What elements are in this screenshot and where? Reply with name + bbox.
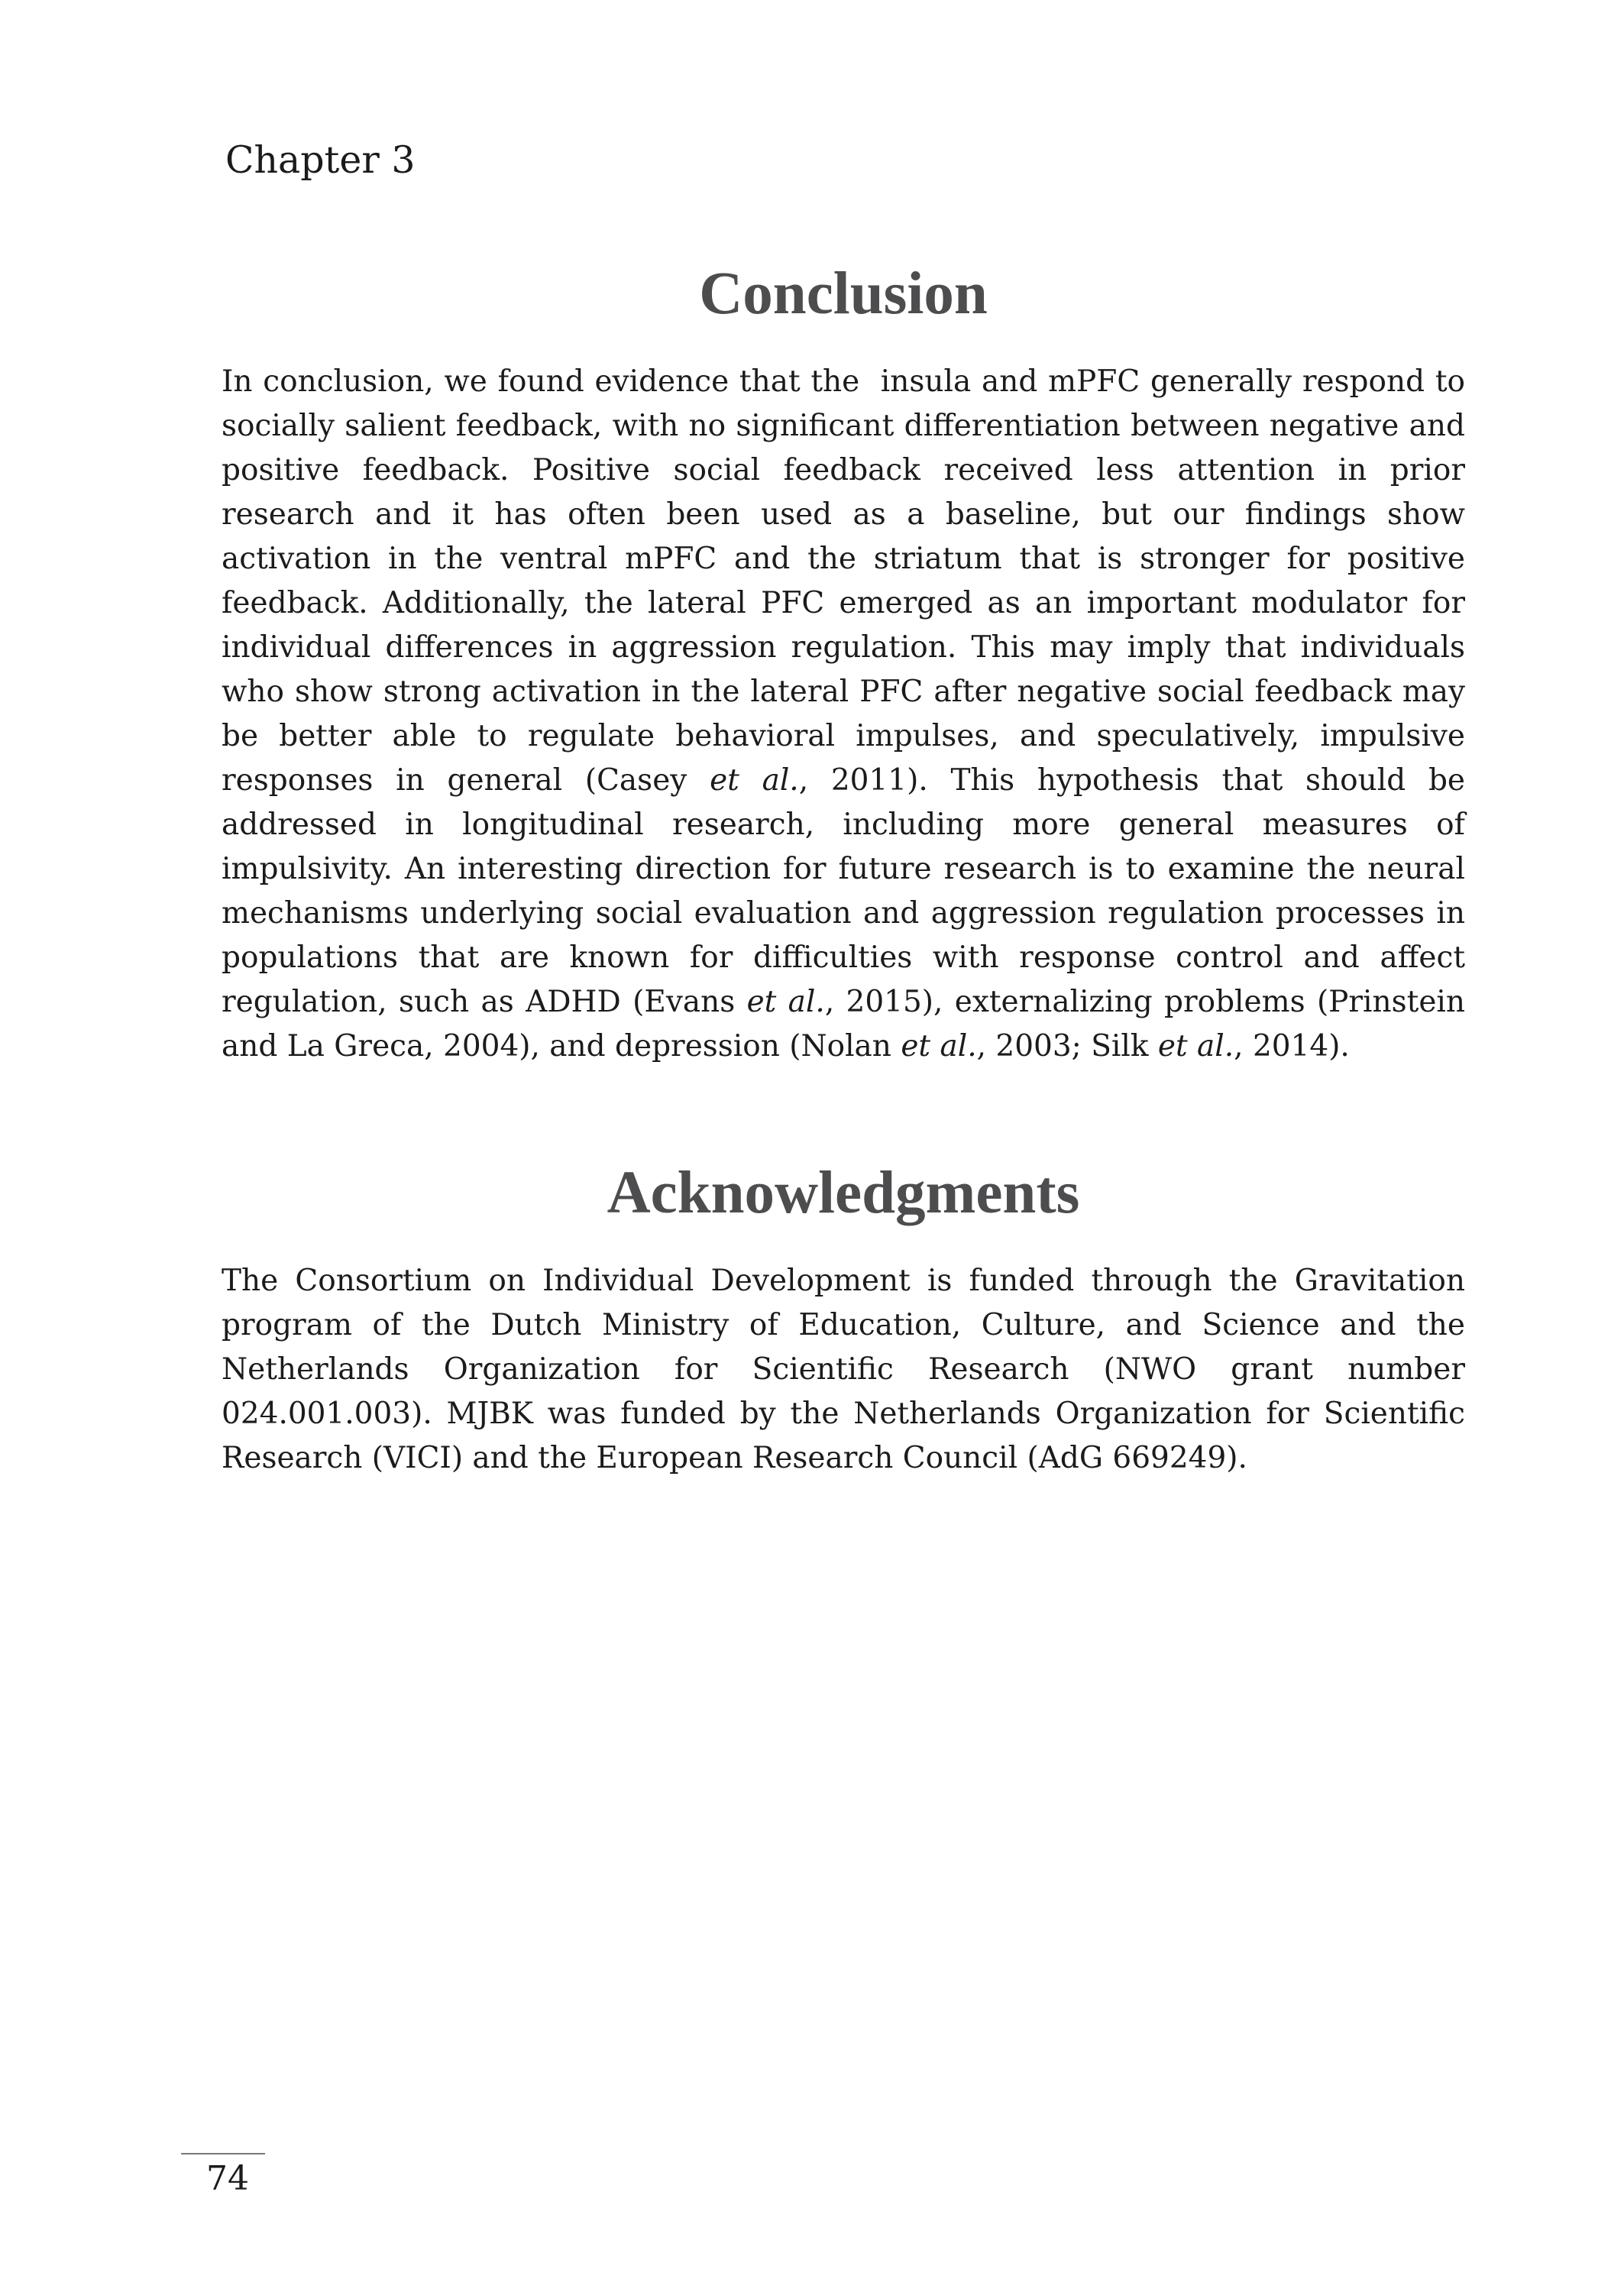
acknowledgments-paragraph: The Consortium on Individual Development is funded through the Gravitation program of the Dutch Ministry of Education, Culture, and Science and the Netherlands Organization for Scientific Research (NWO grant number 024.001.003). MJBK was funded by the Netherlands Organization for Scientific Research (VICI) and the European Research Council (AdG 669249). <box>222 1264 1465 1475</box>
page-number: 74 <box>206 2159 249 2198</box>
footer-divider <box>181 2153 265 2154</box>
conclusion-paragraph: In conclusion, we found evidence that the insula and mPFC generally respond to socially salient feedback, with no significant differentiation between negative and positive feedback. Positive social feedback received less attention in prior research and it has often been used as a baseline, but our findings show activation in the ventral mPFC and the striatum that is stronger for positive feedback. Additionally, the lateral PFC emerged as an important modulator for individual differences in aggression regulation. This may imply that individuals who show strong activation in the lateral PFC after negative social feedback may be better able to regulate behavioral impulses, and speculatively, impulsive responses in general (Casey et al., 2011). This hypothesis that should be addressed in longitudinal research, including more general measures of impulsivity. An interesting direction for future research is to examine the neural mechanisms underlying social evaluation and aggression regulation processes in populations that are known for difficulties with response control and affect regulation, such as ADHD (Evans et al., 2015), externalizing problems (Prinstein and La Greca, 2004), and depression (Nolan et al., 2003; Silk et al., 2014). <box>222 364 1466 1063</box>
conclusion-heading: Conclusion <box>699 261 988 327</box>
running-head-chapter-label: Chapter 3 <box>225 138 416 182</box>
acknowledgments-heading: Acknowledgments <box>607 1160 1080 1226</box>
